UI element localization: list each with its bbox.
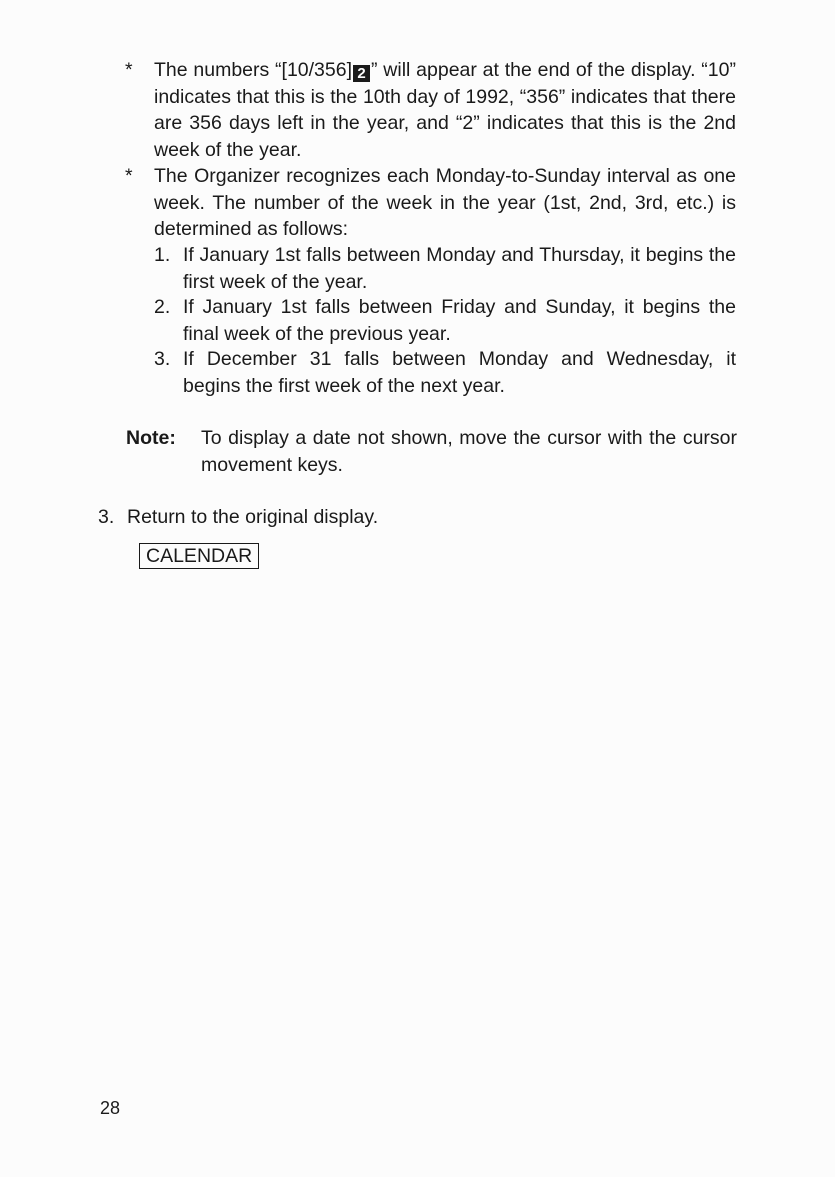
step-number: 3. [98,506,115,528]
bullet-paragraph-week-rules: The Organizer recognizes each Monday-to-Sunday interval as one week. The number of the week in the year (1st, 2nd, 3rd, etc.) is determined as follows: [154,165,736,240]
page-number: 28 [100,1098,121,1118]
bullet-text-before: The numbers “[10/356] [154,59,353,81]
calendar-key: CALENDAR [139,543,259,569]
week-number-display-glyph: 2 [353,65,370,82]
step-text: Return to the original display. [127,506,379,528]
rule-number: 3. [154,348,171,370]
note-text: To display a date not shown, move the cursor with the cursor movement keys. [201,427,737,476]
rule-text: If January 1st falls between Friday and Sunday, it begins the final week of the previous year. [183,296,736,345]
bullet-marker: * [125,59,133,81]
rule-text: If December 31 falls between Monday and Wednesday, it begins the first week of the next year. [183,348,736,397]
bullet-marker: * [125,165,133,187]
bullet-text-after: ” will appear at the end of the display. “10” indicates that this is the 10th day of 1992, “356” indicates that there are 356 days left in the year, and “2” indicates that this is the 2nd week of the year. [154,59,736,161]
rule-number: 2. [154,296,171,318]
rule-text: If January 1st falls between Monday and Thursday, it begins the first week of the year. [183,244,736,293]
note-label: Note: [126,427,176,449]
rule-number: 1. [154,244,171,266]
bullet-paragraph-week-display [154,57,736,163]
